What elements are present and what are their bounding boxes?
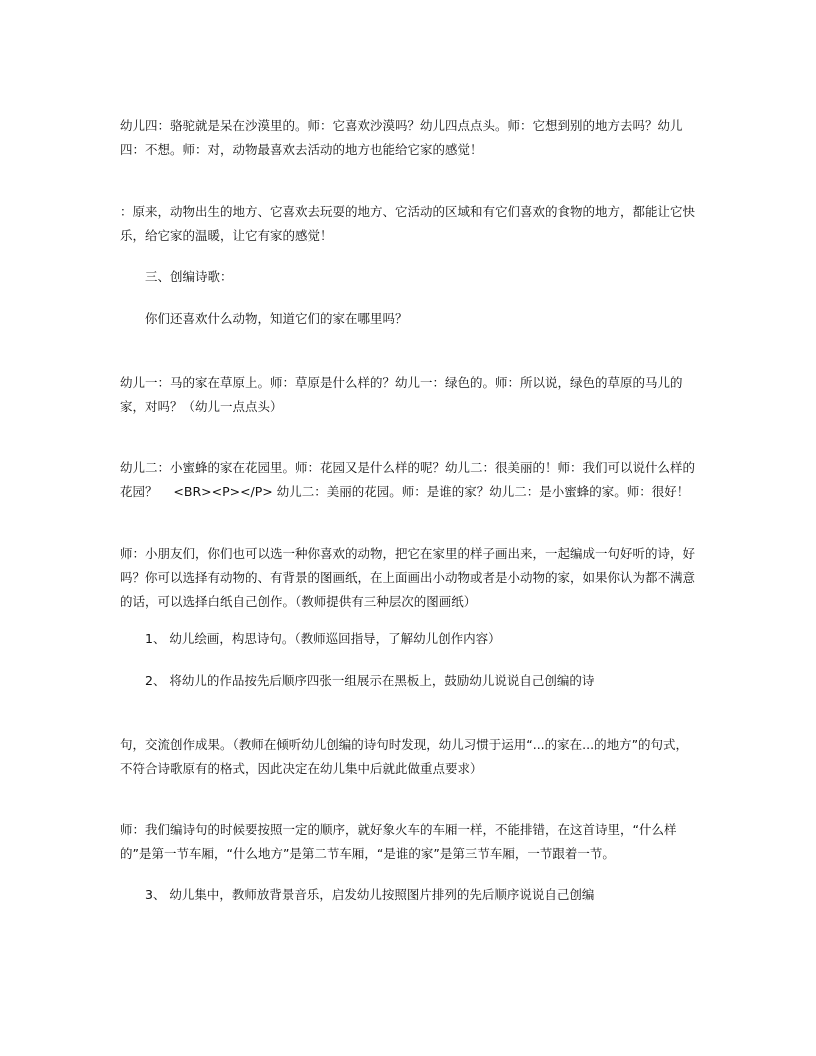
step-1-drawing: 1、 幼儿绘画，构思诗句。（教师巡回指导，了解幼儿创作内容） — [145, 631, 501, 646]
paragraph-animal-home-summary: ：原来，动物出生的地方、它喜欢去玩耍的地方、它活动的区域和有它们喜欢的食物的地方，都能让它快乐，给它家的温暖，让它有家的感觉！ — [120, 204, 696, 243]
paragraph-teacher-question: 你们还喜欢什么动物，知道它们的家在哪里吗？ — [145, 311, 408, 326]
paragraph-drawing-instructions: 师：小朋友们，你们也可以选一种你喜欢的动物，把它在家里的样子画出来，一起编成一句好听的诗，好吗？你可以选择有动物的、有背景的图画纸，在上面画出小动物或者是小动物的家，如果你认为都不满意的话，可以选择白纸自己创作。（教师提供有三种层次的图画纸） — [120, 546, 696, 609]
paragraph-horse-grassland: 幼儿一：马的家在草原上。师：草原是什么样的？幼儿一：绿色的。师：所以说，绿色的草原的马儿的家，对吗？（幼儿一点点头） — [120, 375, 683, 414]
step-3-music: 3、 幼儿集中，教师放背景音乐，启发幼儿按照图片排列的先后顺序说说自己创编 — [145, 887, 595, 902]
step-2-display: 2、 将幼儿的作品按先后顺序四张一组展示在黑板上，鼓励幼儿说说自己创编的诗 — [145, 673, 595, 688]
paragraph-camel-desert: 幼儿四：骆驼就是呆在沙漠里的。师：它喜欢沙漠吗？幼儿四点点头。师：它想到别的地方去吗？幼儿四：不想。师：对，动物最喜欢去活动的地方也能给它家的感觉！ — [120, 118, 683, 157]
section-heading-create-poem: 三、创编诗歌： — [145, 269, 233, 284]
paragraph-train-carriage: 师：我们编诗句的时候要按照一定的顺序，就好象火车的车厢一样，不能排错，在这首诗里，“什么样的”是第一节车厢，“什么地方”是第二节车厢，“是谁的家”是第三节车厢，一节跟着一节。 — [120, 822, 677, 861]
paragraph-sharing-results: 句，交流创作成果。（教师在倾听幼儿创编的诗句时发现，幼儿习惯于运用“...的家在...的地方”的句式，不符合诗歌原有的格式，因此决定在幼儿集中后就此做重点要求） — [120, 737, 689, 776]
paragraph-bee-garden: 幼儿二：小蜜蜂的家在花园里。师：花园又是什么样的呢？幼儿二：很美丽的！师：我们可以说什么样的花园？ <BR><P></P> 幼儿二：美丽的花园。师：是谁的家？幼儿二：是小蜜蜂的家。师：很好！ — [120, 460, 696, 499]
